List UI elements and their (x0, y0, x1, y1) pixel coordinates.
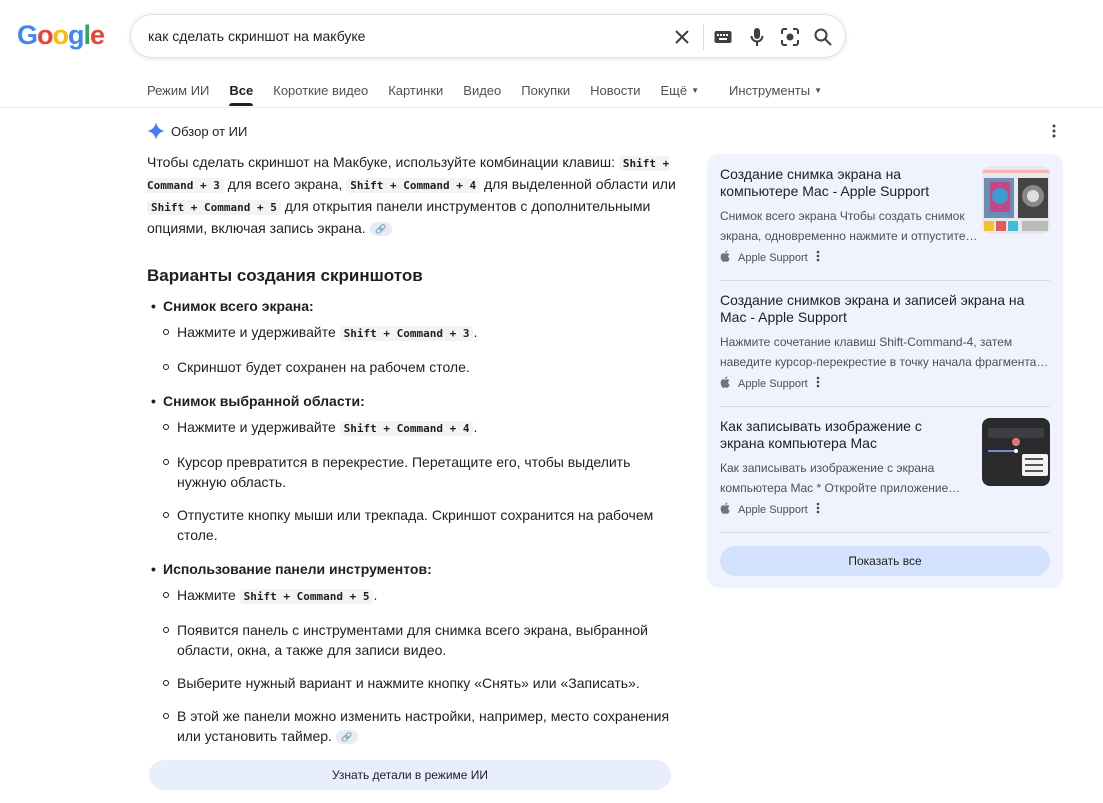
text-run: Нажмите и удерживайте (177, 419, 340, 435)
step-list (163, 585, 677, 746)
keyboard-icon[interactable] (712, 26, 734, 48)
source-site (720, 250, 1050, 265)
source-site-name: Apple Support (738, 377, 808, 390)
step-item (163, 620, 677, 660)
logo-letter: o (52, 20, 69, 50)
tab-all[interactable] (229, 83, 253, 107)
source-site-name: Apple Support (738, 503, 808, 516)
tab-shopping[interactable] (521, 83, 570, 107)
text-run: . (473, 324, 478, 340)
key-combo: Shift + Command + 4 (340, 421, 474, 436)
gemini-sparkle-icon (147, 122, 165, 140)
logo-letter: e (90, 20, 105, 50)
logo-letter: G (17, 20, 38, 50)
method-title: Снимок выбранной области: (163, 393, 365, 409)
tab-label: Ещё (660, 83, 688, 98)
source-link-icon[interactable]: 🔗 (370, 222, 392, 236)
search-tabs (147, 83, 842, 107)
source-thumbnail[interactable] (982, 166, 1050, 234)
apple-logo-icon (720, 502, 730, 517)
source-site-name: Apple Support (738, 251, 808, 264)
tab-label: Все (229, 83, 254, 98)
tab-ai-mode[interactable] (147, 83, 209, 107)
source-link-icon[interactable]: 🔗 (336, 730, 358, 744)
header-divider (0, 107, 1103, 108)
text-run: . (473, 419, 478, 435)
tab-short-videos[interactable] (273, 83, 368, 107)
sources-panel (707, 154, 1063, 588)
tab-label: Короткие видео (273, 83, 369, 98)
key-combo: Shift + Command + 5 (240, 589, 374, 604)
tab-label: Новости (590, 83, 641, 98)
source-snippet: Как записывать изображение с экрана компьютера Mac * Откройте приложение… (720, 461, 961, 495)
source-menu-icon[interactable] (816, 502, 820, 517)
tab-tools[interactable] (729, 83, 822, 107)
source-snippet: Нажмите сочетание клавиш Shift-Command-4, затем наведите курсор-перекрестие в точку начала фрагмента… (720, 335, 1049, 369)
method-list (147, 296, 677, 746)
tab-label: Картинки (388, 83, 444, 98)
step-item (163, 505, 677, 545)
key-combo: Shift + Command + 4 (346, 178, 480, 193)
text-run: Нажмите (177, 587, 240, 603)
lens-icon[interactable] (779, 26, 801, 48)
ai-overview-body (147, 152, 677, 760)
tab-label: Инструменты (729, 83, 811, 98)
key-combo: Shift + Command + 5 (147, 200, 281, 215)
logo-letter: g (68, 20, 84, 50)
source-title[interactable]: Как записывать изображение с экрана компьютера Mac (720, 418, 922, 451)
tab-news[interactable] (590, 83, 640, 107)
source-title[interactable]: Создание снимка экрана на компьютере Mac - Apple Support (720, 166, 930, 199)
learn-more-ai-mode-button[interactable]: Узнать детали в режиме ИИ (149, 760, 671, 790)
tab-videos[interactable] (463, 83, 501, 107)
show-all-button[interactable]: Показать все (720, 546, 1050, 576)
microphone-icon[interactable] (746, 26, 768, 48)
clear-icon[interactable] (671, 26, 693, 48)
source-divider (720, 280, 1050, 281)
text-run: Отпустите кнопку мыши или трекпада. Скриншот сохранится на рабочем столе. (177, 507, 654, 543)
search-icon[interactable] (812, 26, 834, 48)
logo-letter: o (37, 20, 53, 50)
tab-label: Режим ИИ (147, 83, 210, 98)
method-item (147, 391, 677, 545)
source-site (720, 376, 1050, 391)
tab-label: Видео (463, 83, 502, 98)
step-item (163, 706, 677, 746)
text-run: Нажмите и удерживайте (177, 324, 340, 340)
text-run: Курсор превратится в перекрестие. Перетащите его, чтобы выделить нужную область. (177, 454, 631, 490)
source-divider (720, 406, 1050, 407)
method-title: Снимок всего экрана: (163, 298, 314, 314)
source-card[interactable] (720, 292, 1050, 391)
text-run: Чтобы сделать скриншот на Макбуке, используйте комбинации клавиш: (147, 154, 619, 170)
step-list (163, 322, 677, 377)
source-menu-icon[interactable] (816, 250, 820, 265)
ai-overview-label: Обзор от ИИ (171, 123, 248, 139)
search-box[interactable] (130, 14, 846, 58)
text-run: Выберите нужный вариант и нажмите кнопку «Снять» или «Записать». (177, 675, 640, 691)
caret-down-icon: ▼ (814, 86, 823, 95)
source-divider (720, 532, 1050, 533)
tab-label: Покупки (521, 83, 571, 98)
method-item (147, 296, 677, 377)
step-item (163, 452, 677, 492)
text-run: . (373, 587, 378, 603)
step-item (163, 585, 677, 607)
source-title[interactable]: Создание снимков экрана и записей экрана на Mac - Apple Support (720, 292, 1025, 325)
search-divider (703, 24, 704, 50)
apple-logo-icon (720, 376, 730, 391)
step-item (163, 357, 677, 377)
text-run: Скриншот будет сохранен на рабочем столе. (177, 359, 470, 375)
step-item (163, 322, 677, 344)
caret-down-icon: ▼ (691, 86, 700, 95)
method-title: Использование панели инструментов: (163, 561, 432, 577)
text-run: В этой же панели можно изменить настройки, например, место сохранения или установить таймер. (177, 708, 670, 744)
ai-overview-header (147, 122, 247, 140)
key-combo: Shift + Command + 3 (340, 326, 474, 341)
logo-letter: l (83, 20, 91, 50)
source-thumbnail[interactable] (982, 418, 1050, 486)
step-item (163, 417, 677, 439)
apple-logo-icon (720, 250, 730, 265)
text-run: Появится панель с инструментами для снимка всего экрана, выбранной области, окна, а также для записи видео. (177, 622, 648, 658)
text-run: для выделенной области или (480, 176, 676, 192)
source-card[interactable] (720, 418, 1050, 517)
source-menu-icon[interactable] (816, 376, 820, 391)
tab-images[interactable] (388, 83, 443, 107)
text-run: для открытия панели инструментов с дополнительными опциями, включая запись экрана. (147, 198, 651, 236)
source-snippet: Снимок всего экрана Чтобы создать снимок экрана, одновременно нажмите и отпустите… (720, 209, 978, 243)
source-card[interactable] (720, 166, 1050, 265)
search-input[interactable]: как сделать скриншот на макбуке (148, 28, 366, 44)
source-site (720, 502, 1050, 517)
step-list (163, 417, 677, 545)
method-item (147, 559, 677, 746)
more-options-icon[interactable] (1052, 124, 1056, 143)
key-combo: Shift + Command + 3 (147, 157, 670, 192)
google-logo[interactable] (17, 20, 104, 51)
text-run: для всего экрана, (223, 176, 347, 192)
tab-more[interactable] (661, 83, 700, 107)
step-item (163, 673, 677, 693)
section-heading: Варианты создания скриншотов (147, 266, 423, 285)
ai-intro (147, 152, 677, 238)
